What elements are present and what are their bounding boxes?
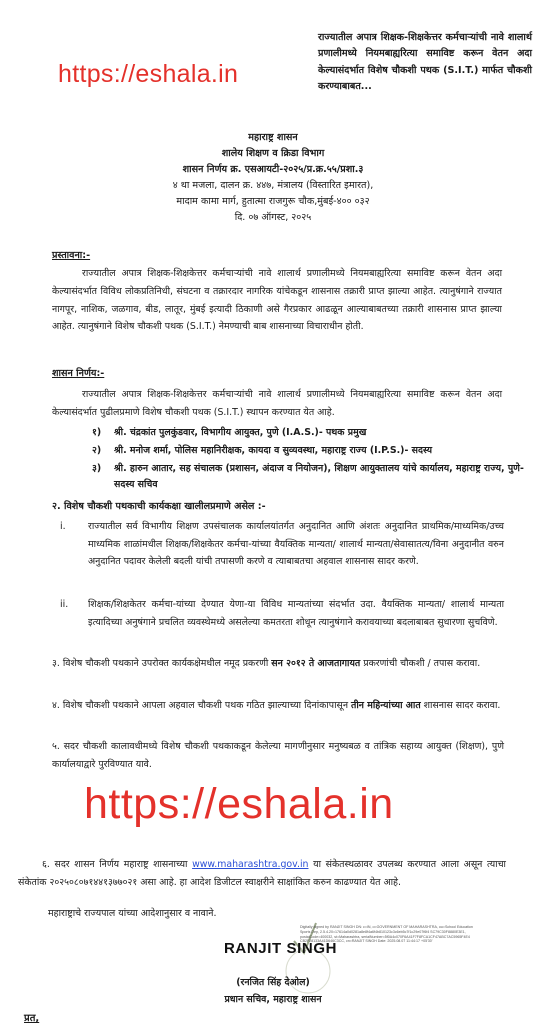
- member-1: [92, 425, 512, 441]
- scope-item-2-number: ii.: [60, 599, 69, 610]
- order-line: महाराष्ट्राचे राज्यपाल यांच्या आदेशानुसार व नावाने.: [48, 908, 217, 919]
- point-5: ५. सदर चौकशी कालावधीमध्ये विशेष चौकशी पथकाकडून केलेल्या मागणीनुसार मनुष्यबळ व तांत्रिक सहाय्य आयुक्त (शिक्षण), पुणे कार्यालयाद्वारे पुरविण्यात यावे.: [52, 741, 504, 770]
- member-3-text: श्री. हारुन आतार, सह संचालक (प्रशासन, अंदाज व नियोजन), शिक्षण आयुक्तालय यांचे कार्यालय, महाराष्ट्र राज्य, पुणे- सदस्य सचिव: [114, 463, 524, 490]
- copy-label: प्रत,: [24, 1013, 40, 1024]
- point-6: [18, 856, 506, 891]
- scope-item-2-text: शिक्षक/शिक्षकेतर कर्मचा-यांच्या देण्यात येणा-या विविध मान्यतांच्या संदर्भात उदा. वैयक्तिक मान्यता/ शालार्थ मान्यता इत्यादिच्या अनुषंगाने प्रचलित व्यवस्थेमध्ये असलेल्या कमतरता शोधून त्यानुषंगाने करावयाच्या बदलाबाबत सुधारणा सुचविणे.: [88, 599, 504, 628]
- department-name: शालेय शिक्षण व क्रिडा विभाग: [221, 148, 325, 159]
- member-2-number: २): [92, 445, 102, 456]
- point-6-after: या संकेतस्थळावर उपलब्ध करण्यात आला असून त्याचा संकेतांक २०२५०८०७१४४१३७७०२१ असा आहे. हा आदेश डिजीटल स्वाक्षरीने साक्षांकित करुन काढण्यात येत आहे.: [18, 859, 506, 888]
- preamble-text: राज्यातील अपात्र शिक्षक-शिक्षकेत्तर कर्मचाऱ्यांची नावे शालार्थ प्रणालीमध्ये नियमबाह्यरित्या समाविष्ट करून वेतन अदा केल्यासंदर्भात विविध लोकप्रतिनिधी, संघटना व तक्रारदार नागरिक यांचेकडून शासनास तक्रारी प्राप्त झाल्या आहेत. त्यानुषंगाने राज्यात नागपूर, नाशिक, जळगाव, बीड, लातूर, मुंबई इत्यादी ठिकाणी असे गैरप्रकार आढळून आल्याबाबतच्या तक्रारी शासनास प्राप्त झाल्या आहेत. त्यानुषंगाने विशेष चौकशी पथक (S.I.T.) नेमण्याची बाब शासनाच्या विचाराधीन होती.: [52, 268, 502, 333]
- point-3: [52, 655, 504, 673]
- member-2: [92, 443, 512, 459]
- document-date: दि. ०७ ऑगस्ट, २०२५: [234, 212, 312, 223]
- member-1-number: १): [92, 427, 102, 438]
- scope-item-1-number: i.: [60, 521, 66, 532]
- preamble-title: प्रस्तावना:-: [52, 250, 91, 261]
- watermark-url-top: https://eshala.in: [58, 60, 239, 88]
- address-line-1: ४ था मजला, दालन क्र. ४४७, मंत्रालय (विस्तारित इमारत),: [172, 180, 374, 191]
- decision-text: राज्यातील अपात्र शिक्षक-शिक्षकेत्तर कर्मचाऱ्यांची नावे शालार्थ प्रणालीमध्ये नियमबाह्यरित्या समाविष्ट करून वेतन अदा केल्यासंदर्भात पुढीलप्रमाणे विशेष चौकशी पथक (S.I.T.) स्थापन करण्यात येत आहे.: [52, 389, 502, 418]
- point-4-bold: तीन महिन्यांच्या आत: [351, 700, 421, 711]
- subject-text: राज्यातील अपात्र शिक्षक-शिक्षकेत्तर कर्मचाऱ्यांची नावे शालार्थ प्रणालीमध्ये नियमबाह्यरित्या समाविष्ट करून वेतन अदा केल्यासंदर्भात विशेष चौकशी पथक (S.I.T.) मार्फत चौकशी करण्याबाबत...: [318, 32, 532, 93]
- member-3-number: ३): [92, 463, 102, 474]
- watermark-url-middle: https://eshala.in: [84, 780, 394, 828]
- point-3-bold: सन २०१२ ते आजतागायत: [271, 658, 361, 669]
- point-3-after: प्रकरणांची चौकशी / तपास करावा.: [360, 658, 481, 669]
- scope-item-1-text: राज्यातील सर्व विभागीय शिक्षण उपसंचालक कार्यालयांतर्गत अनुदानित आणि अंशतः अनुदानित प्राथमिक/माध्यमिक/उच्च माध्यमिक शाळांमधील शिक्षक/शिक्षकेतर कर्मचा-यांच्या वैयक्तिक मान्यता/ शालार्थ मान्यता/सेवासातत्य/विना अनुदानीत वरुन अनुदानित पदावर केलेली बदली यांची तपासणी करणे व त्याबाबतचा अहवाल शासनास सादर करणे.: [88, 521, 504, 567]
- member-1-text: श्री. चंद्रकांत पुलकुंडवार, विभागीय आयुक्त, पुणे (I.A.S.)- पथक प्रमुख: [114, 427, 367, 438]
- scope-item-1: [60, 518, 504, 571]
- point-6-before: ६. सदर शासन निर्णय महाराष्ट्र शासनाच्या: [42, 859, 193, 870]
- gr-number: शासन निर्णय क्र. एसआयटी-२०२५/प्र.क्र.५५/प्रशा.३: [182, 164, 364, 175]
- point-4-after: शासनास सादर करावा.: [420, 700, 501, 711]
- signatory-designation: प्रधान सचिव, महाराष्ट्र शासन: [224, 994, 322, 1005]
- government-name: महाराष्ट्र शासन: [248, 132, 298, 143]
- point-4-before: ४. विशेष चौकशी पथकाने आपला अहवाल चौकशी पथक गठित झाल्याच्या दिनांकापासून: [52, 700, 352, 711]
- point-4: [52, 697, 504, 715]
- gov-website-link[interactable]: www.maharashtra.gov.in: [192, 859, 309, 870]
- point-3-before: ३. विशेष चौकशी पथकाने उपरोक्त कार्यकक्षेमधील नमूद प्रकरणी: [52, 658, 272, 669]
- scope-title: २. विशेष चौकशी पथकाची कार्यकक्षा खालीलप्रमाणे असेल :-: [52, 501, 266, 512]
- signatory-name-marathi: (रनजित सिंह देओल): [236, 977, 310, 988]
- member-2-text: श्री. मनोज शर्मा, पोलिस महानिरीक्षक, कायदा व सुव्यवस्था, महाराष्ट्र राज्य (I.P.S.)- सदस्य: [114, 445, 433, 456]
- address-line-2: मादाम कामा मार्ग, हुतात्मा राजगुरू चौक,मुंबई-४०० ०३२: [176, 196, 370, 207]
- member-3: [92, 461, 534, 493]
- digital-signature-details: Digitally signed by RANJIT SINGH DN: c=IN, o=GOVERNMENT OF MAHARASHTRA, ou=School Education Sports Dep, 2.5.4.20=17614a0d0281a8e8f4a6f4b810123c3c6eb5c7f1c29e07f6f4 SC79C30F8880E3E1, postalCode=400032, st=Maharashtra, serialNumber=5f0A4c070F6A41F7F8FCA1CF47ABC7AC5965F4E4 CB2F28133A41D646C3CC, cn=RANJIT SINGH Date: 2025.08.07 11:44:17 +05'30': [300, 925, 473, 944]
- scope-item-2: [60, 596, 504, 631]
- decision-title: शासन निर्णय:-: [52, 368, 105, 379]
- signatory-name-english: RANJIT SINGH: [224, 940, 338, 957]
